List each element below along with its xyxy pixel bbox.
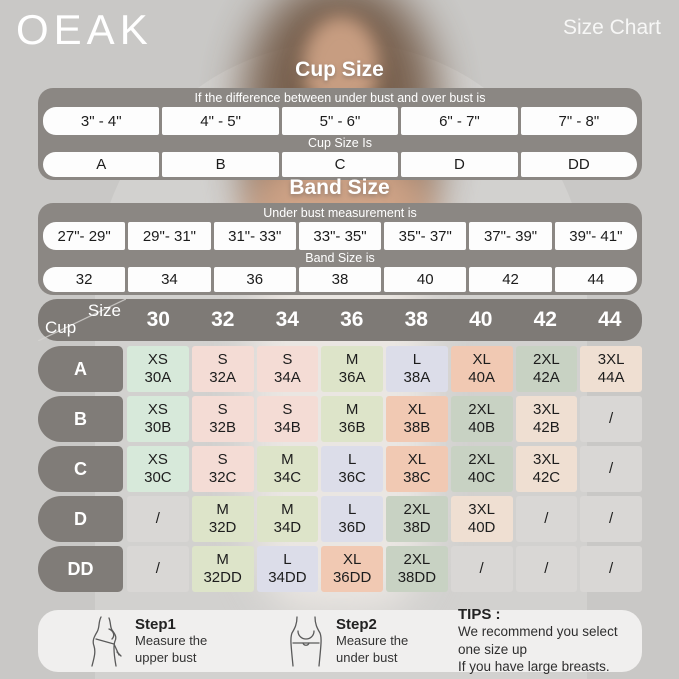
matrix-cell-size: L xyxy=(347,500,357,518)
matrix-cell xyxy=(127,346,189,392)
matrix-cell xyxy=(516,496,578,542)
matrix-cell xyxy=(386,496,448,542)
tips-line2: If you have large breasts. xyxy=(458,659,610,675)
matrix-cell-size: / xyxy=(479,559,484,577)
matrix-column-header: 34 xyxy=(275,308,299,331)
matrix-cell xyxy=(321,446,383,492)
measure-under-bust-icon xyxy=(285,615,327,667)
matrix-cell xyxy=(127,546,189,592)
matrix-row xyxy=(38,546,642,592)
matrix-cell-code: 38D xyxy=(403,519,431,536)
matrix-row xyxy=(38,346,642,392)
matrix-cell-size: M xyxy=(345,350,359,368)
matrix-cell xyxy=(321,346,383,392)
matrix-cell-size: XL xyxy=(407,450,427,468)
matrix-cell xyxy=(386,346,448,392)
matrix-cell-code: 34A xyxy=(274,369,301,386)
matrix-corner-cell xyxy=(38,299,126,341)
cup-row-label: D xyxy=(38,496,123,542)
step2-label: Step2 xyxy=(336,616,377,634)
matrix-cell-size: L xyxy=(283,550,292,568)
matrix-cell xyxy=(257,546,319,592)
matrix-cell xyxy=(580,496,642,542)
matrix-cell-code: 30B xyxy=(144,419,172,436)
tips-line1: We recommend you select one size up xyxy=(458,624,618,657)
matrix-cell-code: 38C xyxy=(403,469,431,486)
matrix-cell-code: 34DD xyxy=(268,569,307,586)
cup-range-row xyxy=(43,107,637,135)
matrix-column-header: 40 xyxy=(469,308,493,331)
band-range-cell: 35"- 37" xyxy=(384,222,466,250)
band-value-cell: 36 xyxy=(214,267,296,292)
matrix-cell xyxy=(451,446,513,492)
band-value-cell: 34 xyxy=(128,267,210,292)
corner-size-label: Size xyxy=(87,301,121,320)
cup-result-header: Cup Size Is xyxy=(308,136,372,150)
matrix-cell-code: 42A xyxy=(533,369,560,386)
matrix-cell-code: 40D xyxy=(467,519,496,536)
matrix-cell-code: 32C xyxy=(208,469,237,486)
matrix-cell-size: 2XL xyxy=(403,550,431,568)
matrix-cell xyxy=(321,546,383,592)
matrix-cell-code: 36C xyxy=(338,469,366,486)
matrix-cell-code: 40B xyxy=(468,419,495,436)
matrix-cell-code: 40C xyxy=(467,469,496,486)
matrix-cell-size: XL xyxy=(472,350,491,368)
matrix-cell-size: M xyxy=(281,450,294,468)
cup-range-cell: 4" - 5" xyxy=(162,107,278,135)
matrix-cell xyxy=(192,446,254,492)
matrix-cell-code: 36A xyxy=(338,369,366,386)
matrix-cell-code: 34D xyxy=(273,519,302,536)
matrix-cell-size: 2XL xyxy=(468,450,495,468)
matrix-cell-size: / xyxy=(609,559,614,577)
cup-range-cell: 7" - 8" xyxy=(521,107,637,135)
matrix-cell xyxy=(386,446,448,492)
cup-value-cell: C xyxy=(282,152,398,177)
matrix-cell-size: L xyxy=(412,350,422,368)
matrix-cell-code: 40A xyxy=(468,369,495,386)
matrix-cell-size: 2XL xyxy=(533,350,560,368)
cup-range-cell: 5" - 6" xyxy=(282,107,398,135)
matrix-cell-code: 32A xyxy=(209,369,236,386)
cup-row-label: C xyxy=(38,446,123,492)
matrix-cell-code: 42B xyxy=(533,419,560,436)
band-value-cell: 38 xyxy=(299,267,381,292)
matrix-cell-code: 34B xyxy=(274,419,301,436)
matrix-cell-size: / xyxy=(544,559,549,577)
matrix-cell xyxy=(192,396,254,442)
band-value-row xyxy=(43,267,637,292)
matrix-cell-code: 38A xyxy=(403,369,431,386)
matrix-cell xyxy=(257,346,319,392)
matrix-cell-size: XL xyxy=(407,400,427,418)
matrix-cell xyxy=(580,546,642,592)
matrix-column-header: 42 xyxy=(533,308,557,331)
tips-block xyxy=(458,606,626,676)
matrix-cell-code: 32DD xyxy=(203,569,242,586)
matrix-cell-code: 36DD xyxy=(332,569,372,586)
band-size-table xyxy=(38,203,642,295)
corner-cup-label: Cup xyxy=(45,318,77,337)
cup-value-cell: A xyxy=(43,152,159,177)
matrix-cell-size: XS xyxy=(147,400,168,418)
cup-range-cell: 3" - 4" xyxy=(43,107,159,135)
matrix-cell-code: 36D xyxy=(338,519,366,536)
matrix-cell xyxy=(257,446,319,492)
tips-label: TIPS : xyxy=(458,606,501,624)
cup-value-cell: B xyxy=(162,152,278,177)
matrix-cell xyxy=(192,546,254,592)
matrix-cell-size: 3XL xyxy=(468,500,495,518)
cup-row-label: DD xyxy=(38,546,123,592)
cup-value-cell: DD xyxy=(521,152,637,177)
matrix-cell-size: XS xyxy=(147,350,168,368)
matrix-cell-code: 34C xyxy=(273,469,302,486)
cup-condition-header: If the difference between under bust and over bust is xyxy=(194,91,486,105)
matrix-cell-size: / xyxy=(155,509,160,527)
matrix-cell xyxy=(516,546,578,592)
band-condition-header: Under bust measurement is xyxy=(263,206,417,220)
matrix-column-header: 30 xyxy=(146,308,170,331)
matrix-cell xyxy=(127,446,189,492)
band-value-cell: 40 xyxy=(384,267,466,292)
matrix-cell-size: S xyxy=(217,400,228,418)
matrix-cell-size: M xyxy=(216,550,229,568)
page-title: Size Chart xyxy=(562,16,661,39)
matrix-cell-size: / xyxy=(544,509,549,527)
matrix-cell-code: 42C xyxy=(532,469,561,486)
matrix-cell xyxy=(451,396,513,442)
matrix-cell-code: 38DD xyxy=(397,569,437,586)
matrix-cell-size: M xyxy=(345,400,359,418)
matrix-cell xyxy=(127,496,189,542)
matrix-cell-size: / xyxy=(155,559,160,577)
matrix-cell-code: 30A xyxy=(144,369,172,386)
matrix-row-cells xyxy=(127,446,642,492)
matrix-cell xyxy=(127,396,189,442)
matrix-cell-size: S xyxy=(282,350,293,368)
matrix-cell-size: 3XL xyxy=(533,450,560,468)
band-result-header: Band Size is xyxy=(305,251,375,265)
matrix-cell-size: S xyxy=(217,450,228,468)
matrix-header-bar xyxy=(38,299,642,341)
matrix-cell xyxy=(516,346,578,392)
band-range-cell: 29"- 31" xyxy=(128,222,210,250)
matrix-column-header: 36 xyxy=(340,308,364,331)
matrix-row-cells xyxy=(127,346,642,392)
matrix-cell xyxy=(580,346,642,392)
cup-row-label: B xyxy=(38,396,123,442)
cup-value-row xyxy=(43,152,637,177)
band-range-row xyxy=(43,222,637,250)
band-value-cell: 32 xyxy=(43,267,125,292)
matrix-cell-size: / xyxy=(609,409,614,427)
band-range-cell: 37"- 39" xyxy=(469,222,551,250)
cup-value-cell: D xyxy=(401,152,517,177)
step1-description: Measure the upper bust xyxy=(135,633,208,665)
matrix-cell-code: 30C xyxy=(144,469,172,486)
step2-group xyxy=(285,615,424,667)
step2-description: Measure the under bust xyxy=(336,633,409,665)
band-size-title: Band Size xyxy=(289,176,390,199)
band-range-cell: 31"- 33" xyxy=(214,222,296,250)
matrix-cell-size: M xyxy=(281,500,294,518)
matrix-row-cells xyxy=(127,546,642,592)
matrix-cell-size: / xyxy=(609,509,614,527)
matrix-cell xyxy=(192,346,254,392)
matrix-cell xyxy=(321,496,383,542)
matrix-cell-size: 2XL xyxy=(468,400,495,418)
matrix-row xyxy=(38,396,642,442)
step1-group xyxy=(84,615,223,667)
matrix-row-cells xyxy=(127,396,642,442)
footer-panel xyxy=(38,606,642,675)
matrix-cell xyxy=(516,396,578,442)
matrix-cell-size: S xyxy=(217,350,228,368)
step2-text-block xyxy=(336,616,424,666)
matrix-cell-size: XS xyxy=(147,450,168,468)
matrix-cell-size: 3XL xyxy=(597,350,625,368)
cup-range-cell: 6" - 7" xyxy=(401,107,517,135)
matrix-column-header: 32 xyxy=(211,308,235,331)
band-range-cell: 27"- 29" xyxy=(43,222,125,250)
matrix-cell-size: S xyxy=(282,400,293,418)
matrix-cell-size: L xyxy=(347,450,357,468)
cup-size-table xyxy=(38,88,642,180)
matrix-row xyxy=(38,496,642,542)
matrix-cell xyxy=(580,446,642,492)
measure-upper-bust-icon xyxy=(84,615,126,667)
matrix-cell-size: / xyxy=(609,459,614,477)
brand-logo: OEAK xyxy=(16,6,153,53)
matrix-cell-code: 38B xyxy=(403,419,431,436)
band-range-cell: 39"- 41" xyxy=(555,222,637,250)
matrix-cell xyxy=(516,446,578,492)
band-value-cell: 44 xyxy=(555,267,637,292)
matrix-cell-code: 44A xyxy=(597,369,625,386)
band-value-cell: 42 xyxy=(469,267,551,292)
step1-text-block xyxy=(135,616,223,666)
matrix-cell xyxy=(580,396,642,442)
matrix-column-header: 44 xyxy=(598,308,622,331)
matrix-cell-code: 32D xyxy=(208,519,237,536)
matrix-cell xyxy=(257,496,319,542)
cup-size-title: Cup Size xyxy=(295,58,384,81)
matrix-cell-size: 2XL xyxy=(403,500,431,518)
matrix-cell xyxy=(192,496,254,542)
matrix-column-header: 38 xyxy=(404,308,428,331)
matrix-cell-code: 36B xyxy=(338,419,366,436)
matrix-cell xyxy=(257,396,319,442)
band-range-cell: 33"- 35" xyxy=(299,222,381,250)
matrix-cell xyxy=(451,546,513,592)
matrix-cell-size: M xyxy=(216,500,229,518)
matrix-cell-code: 32B xyxy=(209,419,236,436)
matrix-cell xyxy=(321,396,383,442)
cup-row-label: A xyxy=(38,346,123,392)
matrix-body xyxy=(38,346,642,592)
matrix-row-cells xyxy=(127,496,642,542)
step1-label: Step1 xyxy=(135,616,176,634)
matrix-cell xyxy=(451,346,513,392)
matrix-column-headers xyxy=(126,299,642,341)
matrix-cell-size: XL xyxy=(342,550,362,568)
matrix-cell xyxy=(451,496,513,542)
matrix-row xyxy=(38,446,642,492)
matrix-cell xyxy=(386,546,448,592)
matrix-cell-size: 3XL xyxy=(533,400,560,418)
matrix-cell xyxy=(386,396,448,442)
